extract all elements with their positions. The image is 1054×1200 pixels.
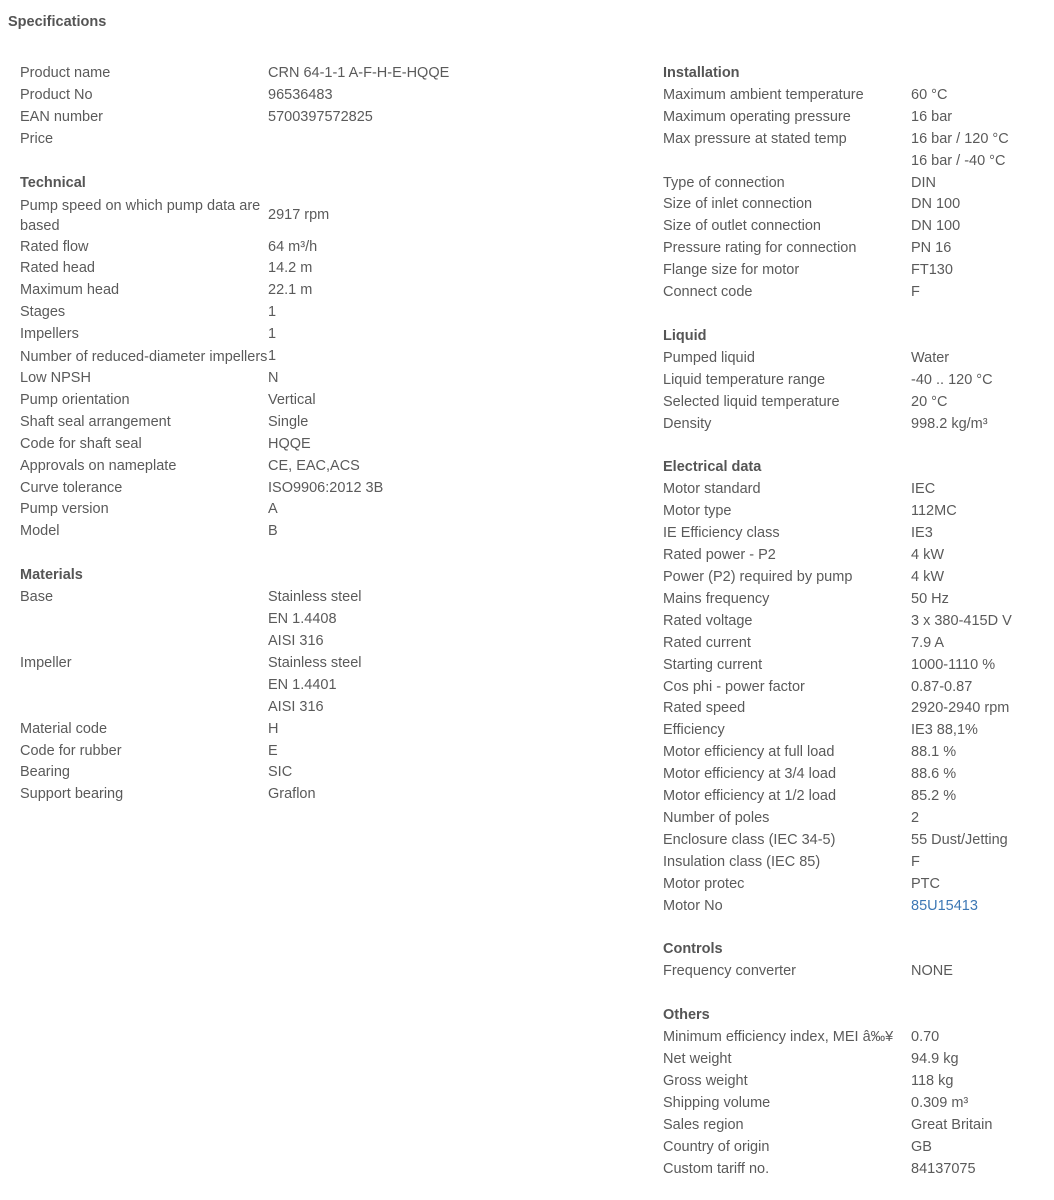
spec-label: Size of inlet connection bbox=[663, 196, 813, 213]
spec-value bbox=[911, 698, 1009, 720]
spec-label: Rated voltage bbox=[663, 612, 753, 629]
spec-value bbox=[911, 545, 944, 567]
spec-value bbox=[911, 764, 956, 786]
spec-value-line: Vertical bbox=[268, 391, 316, 408]
spec-value bbox=[268, 280, 312, 302]
spec-row-cos-phi-power-factor bbox=[663, 677, 1043, 699]
spec-value bbox=[911, 874, 940, 896]
spec-label: Maximum operating pressure bbox=[663, 108, 851, 125]
spec-value bbox=[911, 348, 949, 370]
spec-value-line: 2920-2940 rpm bbox=[911, 700, 1010, 717]
spec-row-power-p2-required-by-pump bbox=[663, 567, 1043, 589]
spec-value bbox=[911, 85, 947, 107]
spec-value-line: 2 bbox=[911, 809, 920, 826]
spec-section-liquid bbox=[663, 326, 1043, 436]
spec-row-enclosure-class-iec-34-5 bbox=[663, 830, 1043, 852]
spec-value-line: EN 1.4401 bbox=[268, 676, 337, 693]
spec-label: Pump version bbox=[20, 501, 109, 518]
spec-row-support-bearing bbox=[20, 784, 620, 806]
spec-row-motor-efficiency-at-3-4-load bbox=[663, 764, 1043, 786]
section-header: Others bbox=[663, 1007, 710, 1024]
specifications-right-column bbox=[663, 63, 1043, 1200]
spec-value-line: 0.87-0.87 bbox=[911, 678, 973, 695]
spec-label: Support bearing bbox=[20, 786, 124, 803]
spec-label: Model bbox=[20, 523, 60, 540]
spec-row-impeller bbox=[20, 653, 620, 719]
spec-row-material-code bbox=[20, 719, 620, 741]
spec-value-line: HQQE bbox=[268, 435, 311, 452]
spec-value-line: 88.6 % bbox=[911, 766, 957, 783]
spec-value bbox=[911, 216, 960, 238]
spec-row-efficiency bbox=[663, 720, 1043, 742]
spec-row-motor-efficiency-at-full-load bbox=[663, 742, 1043, 764]
spec-value-line: IE3 bbox=[911, 525, 933, 542]
spec-label: Impeller bbox=[20, 654, 72, 671]
spec-value bbox=[911, 677, 972, 699]
spec-row-number-of-reduced-diameter-impellers bbox=[20, 346, 620, 368]
spec-value-line bbox=[268, 129, 272, 151]
spec-value-line: IE3 88,1% bbox=[911, 722, 978, 739]
spec-label: Approvals on nameplate bbox=[20, 457, 177, 474]
spec-value-line: 1000-1110 % bbox=[911, 656, 996, 673]
spec-value bbox=[911, 129, 1009, 173]
spec-value bbox=[268, 85, 333, 107]
spec-value bbox=[911, 107, 952, 129]
spec-row-liquid-temperature-range bbox=[663, 370, 1043, 392]
spec-row-rated-power-p2 bbox=[663, 545, 1043, 567]
spec-row-frequency-converter bbox=[663, 961, 1043, 983]
spec-label: Rated current bbox=[663, 634, 751, 651]
spec-label: Enclosure class (IEC 34-5) bbox=[663, 831, 836, 848]
spec-row-price bbox=[20, 129, 620, 151]
spec-value bbox=[268, 63, 449, 85]
spec-label: Product name bbox=[20, 65, 111, 81]
spec-value-line: 16 bar bbox=[911, 108, 953, 125]
spec-value bbox=[268, 762, 292, 784]
spec-row-max-pressure-at-stated-temp bbox=[663, 129, 1043, 173]
spec-label: Country of origin bbox=[663, 1138, 770, 1155]
section-header: Technical bbox=[20, 174, 86, 191]
spec-label: Rated power - P2 bbox=[663, 547, 776, 564]
spec-value bbox=[268, 107, 373, 129]
spec-label: Number of poles bbox=[663, 809, 770, 826]
spec-row-pump-orientation bbox=[20, 390, 620, 412]
spec-label: Insulation class (IEC 85) bbox=[663, 853, 821, 870]
spec-value-line: B bbox=[268, 523, 278, 540]
spec-value bbox=[911, 1137, 932, 1159]
spec-label: Rated speed bbox=[663, 700, 746, 717]
spec-value bbox=[911, 961, 953, 983]
spec-row-maximum-head bbox=[20, 280, 620, 302]
spec-value bbox=[268, 741, 278, 763]
spec-value-line: 16 bar / 120 °C bbox=[911, 130, 1009, 147]
spec-value-line: E bbox=[268, 742, 278, 759]
spec-value-line: AISI 316 bbox=[268, 633, 324, 649]
section-header: Electrical data bbox=[663, 459, 762, 476]
spec-label: Motor efficiency at full load bbox=[663, 744, 835, 761]
spec-value bbox=[268, 302, 276, 324]
spec-label: Code for shaft seal bbox=[20, 435, 142, 452]
spec-value-line: NONE bbox=[911, 963, 953, 980]
spec-label: Low NPSH bbox=[20, 370, 91, 387]
spec-value bbox=[911, 742, 956, 764]
spec-row-base bbox=[20, 587, 620, 653]
spec-value-line: 64 m³/h bbox=[268, 238, 318, 255]
spec-row-code-for-shaft-seal bbox=[20, 434, 620, 456]
spec-row-size-of-outlet-connection bbox=[663, 216, 1043, 238]
spec-value-line: 0.70 bbox=[911, 1029, 940, 1046]
spec-label: Flange size for motor bbox=[663, 262, 800, 279]
spec-value-line: H bbox=[268, 720, 279, 737]
spec-value bbox=[911, 501, 957, 523]
spec-row-density bbox=[663, 414, 1043, 436]
spec-label: Pump orientation bbox=[20, 391, 130, 408]
spec-value-line: Stainless steel bbox=[268, 589, 362, 606]
spec-value-line: -40 .. 120 °C bbox=[911, 371, 993, 388]
spec-value bbox=[268, 456, 360, 478]
spec-row-maximum-ambient-temperature bbox=[663, 85, 1043, 107]
spec-value bbox=[268, 205, 329, 227]
spec-value-line: DN 100 bbox=[911, 196, 961, 213]
spec-label: Base bbox=[20, 589, 54, 606]
spec-label: Motor efficiency at 3/4 load bbox=[663, 766, 837, 783]
spec-value-line: EN 1.4408 bbox=[268, 611, 337, 628]
spec-value-line: 14.2 m bbox=[268, 260, 313, 277]
spec-value-line: 5700397572825 bbox=[268, 108, 373, 125]
spec-value-line: 88.1 % bbox=[911, 744, 957, 761]
spec-row-insulation-class-iec-85 bbox=[663, 852, 1043, 874]
spec-label: Rated head bbox=[20, 260, 95, 277]
spec-label: Starting current bbox=[663, 656, 763, 673]
spec-row-pump-speed-on-which-pump-data-are-based bbox=[20, 195, 620, 237]
spec-row-size-of-inlet-connection bbox=[663, 194, 1043, 216]
spec-value bbox=[268, 499, 278, 521]
spec-value bbox=[911, 173, 936, 195]
spec-label: Pressure rating for connection bbox=[663, 240, 857, 257]
spec-row-motor-no bbox=[663, 896, 1043, 918]
spec-row-rated-speed bbox=[663, 698, 1043, 720]
spec-value-line: Single bbox=[268, 413, 309, 430]
spec-value-line: 112MC bbox=[911, 503, 957, 520]
spec-value bbox=[268, 434, 311, 456]
spec-label: Pumped liquid bbox=[663, 349, 755, 366]
spec-value-line: DN 100 bbox=[911, 218, 961, 235]
spec-section-installation bbox=[663, 63, 1043, 304]
spec-value-line: 55 Dust/Jetting bbox=[911, 831, 1008, 848]
spec-label: Motor protec bbox=[663, 875, 745, 892]
spec-value bbox=[268, 521, 278, 543]
spec-value bbox=[268, 653, 362, 719]
spec-value-line: Water bbox=[911, 349, 950, 366]
spec-value-line: PTC bbox=[911, 875, 940, 892]
spec-value-line: IEC bbox=[911, 481, 936, 498]
spec-value bbox=[268, 346, 276, 368]
spec-label: Impellers bbox=[20, 326, 79, 343]
spec-value-line: 4 kW bbox=[911, 568, 945, 585]
spec-value bbox=[268, 390, 316, 412]
spec-label: Product No bbox=[20, 86, 93, 103]
spec-label: Curve tolerance bbox=[20, 479, 123, 496]
spec-label: Custom tariff no. bbox=[663, 1160, 770, 1177]
spec-value bbox=[268, 478, 383, 500]
spec-label: Stages bbox=[20, 304, 66, 321]
spec-value bbox=[911, 238, 951, 260]
spec-label: Pump speed on which pump data are based bbox=[20, 197, 261, 234]
spec-value bbox=[911, 1027, 939, 1049]
spec-value-line: 4 kW bbox=[911, 547, 945, 564]
spec-row-shipping-volume bbox=[663, 1093, 1043, 1115]
spec-label: Efficiency bbox=[663, 722, 725, 739]
spec-value-line: AISI 316 bbox=[268, 698, 324, 715]
spec-row-rated-head bbox=[20, 258, 620, 280]
specifications-left-column bbox=[20, 63, 620, 828]
spec-row-pump-version bbox=[20, 499, 620, 521]
spec-label: Code for rubber bbox=[20, 742, 122, 759]
spec-value-line: GB bbox=[911, 1138, 932, 1155]
spec-row-curve-tolerance bbox=[20, 478, 620, 500]
spec-value bbox=[268, 719, 278, 741]
spec-row-motor-type bbox=[663, 501, 1043, 523]
spec-value bbox=[268, 412, 308, 434]
spec-label: EAN number bbox=[20, 108, 104, 125]
spec-row-rated-flow bbox=[20, 237, 620, 259]
spec-value bbox=[268, 324, 276, 346]
spec-label: Number of reduced-diameter impellers bbox=[20, 349, 268, 366]
spec-label: Minimum efficiency index, MEI â‰¥ bbox=[663, 1029, 894, 1046]
spec-row-motor-protec bbox=[663, 874, 1043, 896]
spec-label: Density bbox=[663, 415, 712, 432]
spec-row-ie-efficiency-class bbox=[663, 523, 1043, 545]
spec-value-line: N bbox=[268, 370, 279, 387]
spec-section-general bbox=[20, 63, 620, 151]
spec-label: Motor efficiency at 1/2 load bbox=[663, 788, 837, 805]
page-title: Specifications bbox=[8, 14, 107, 30]
spec-value bbox=[911, 370, 993, 392]
spec-value bbox=[911, 830, 1008, 852]
spec-label: Maximum ambient temperature bbox=[663, 86, 864, 103]
spec-row-flange-size-for-motor bbox=[663, 260, 1043, 282]
spec-value-line: 2917 rpm bbox=[268, 206, 330, 223]
spec-label: Price bbox=[20, 130, 54, 147]
spec-label: Shaft seal arrangement bbox=[20, 413, 171, 430]
spec-value bbox=[911, 1115, 992, 1137]
spec-value-line: A bbox=[268, 501, 278, 518]
spec-section-technical bbox=[20, 173, 620, 544]
spec-value-line: 7.9 A bbox=[911, 634, 945, 651]
spec-label: Gross weight bbox=[663, 1072, 748, 1089]
spec-row-model bbox=[20, 521, 620, 543]
section-header: Liquid bbox=[663, 327, 707, 344]
spec-value-line: 96536483 bbox=[268, 86, 333, 103]
spec-value bbox=[911, 589, 949, 611]
spec-label: Connect code bbox=[663, 284, 753, 301]
spec-value-line: 118 kg bbox=[911, 1072, 954, 1089]
spec-value-link[interactable]: 85U15413 bbox=[911, 897, 978, 914]
spec-row-pumped-liquid bbox=[663, 348, 1043, 370]
spec-value-line: 20 °C bbox=[911, 393, 948, 410]
section-header: Controls bbox=[663, 941, 723, 958]
spec-value bbox=[911, 479, 935, 501]
spec-value bbox=[268, 258, 312, 280]
spec-row-ean-number bbox=[20, 107, 620, 129]
spec-section-materials bbox=[20, 565, 620, 806]
spec-value-line: Great Britain bbox=[911, 1116, 993, 1133]
spec-label: Motor No bbox=[663, 897, 723, 914]
spec-row-shaft-seal-arrangement bbox=[20, 412, 620, 434]
spec-value bbox=[911, 194, 960, 216]
spec-row-custom-tariff-no bbox=[663, 1159, 1043, 1181]
spec-label: Type of connection bbox=[663, 174, 785, 191]
spec-value bbox=[911, 1093, 968, 1115]
spec-value-line: 50 Hz bbox=[911, 590, 949, 607]
spec-value-line: 998.2 kg/m³ bbox=[911, 415, 988, 432]
spec-label: Frequency converter bbox=[663, 963, 796, 980]
spec-row-approvals-on-nameplate bbox=[20, 456, 620, 478]
spec-value bbox=[268, 237, 317, 259]
spec-row-product-name bbox=[20, 63, 620, 85]
spec-value-line: 94.9 kg bbox=[911, 1051, 959, 1068]
spec-value-line: Stainless steel bbox=[268, 654, 362, 671]
spec-value bbox=[911, 392, 947, 414]
spec-row-connect-code bbox=[663, 282, 1043, 304]
spec-value bbox=[911, 896, 978, 918]
spec-value bbox=[911, 786, 956, 808]
spec-value-line: 1 bbox=[268, 304, 277, 321]
spec-row-type-of-connection bbox=[663, 173, 1043, 195]
spec-value-line: F bbox=[911, 853, 920, 870]
spec-label: Liquid temperature range bbox=[663, 371, 826, 388]
spec-value bbox=[268, 587, 362, 653]
spec-label: Max pressure at stated temp bbox=[663, 130, 847, 147]
spec-value-line: F bbox=[911, 284, 920, 301]
spec-row-stages bbox=[20, 302, 620, 324]
spec-value-line: FT130 bbox=[911, 262, 953, 279]
spec-label: Mains frequency bbox=[663, 590, 770, 607]
spec-value bbox=[911, 1071, 953, 1093]
spec-label: Shipping volume bbox=[663, 1094, 771, 1111]
spec-value-line: 3 x 380-415D V bbox=[911, 612, 1012, 629]
spec-value-line: PN 16 bbox=[911, 240, 952, 257]
spec-label: Motor standard bbox=[663, 481, 761, 498]
spec-label: Rated flow bbox=[20, 238, 89, 255]
spec-value bbox=[911, 852, 920, 874]
spec-label: Material code bbox=[20, 720, 108, 737]
spec-row-selected-liquid-temperature bbox=[663, 392, 1043, 414]
spec-value bbox=[911, 567, 944, 589]
spec-row-motor-efficiency-at-1-2-load bbox=[663, 786, 1043, 808]
spec-row-motor-standard bbox=[663, 479, 1043, 501]
spec-value-line: 22.1 m bbox=[268, 282, 313, 299]
spec-row-pressure-rating-for-connection bbox=[663, 238, 1043, 260]
spec-value bbox=[911, 808, 919, 830]
spec-row-rated-current bbox=[663, 633, 1043, 655]
spec-label: IE Efficiency class bbox=[663, 525, 780, 542]
spec-row-product-no bbox=[20, 85, 620, 107]
spec-row-low-npsh bbox=[20, 368, 620, 390]
spec-value bbox=[911, 260, 953, 282]
spec-label: Selected liquid temperature bbox=[663, 393, 840, 410]
spec-section-controls bbox=[663, 939, 1043, 983]
spec-row-net-weight bbox=[663, 1049, 1043, 1071]
section-header: Installation bbox=[663, 65, 740, 81]
spec-row-number-of-poles bbox=[663, 808, 1043, 830]
spec-value-line: DIN bbox=[911, 174, 936, 191]
spec-value-line: SIC bbox=[268, 764, 293, 781]
spec-value bbox=[911, 1049, 959, 1071]
spec-value-line: 0.309 m³ bbox=[911, 1094, 969, 1111]
spec-value-line: 60 °C bbox=[911, 86, 948, 103]
spec-label: Maximum head bbox=[20, 282, 120, 299]
spec-value-line: 1 bbox=[268, 348, 277, 365]
spec-value bbox=[911, 611, 1012, 633]
spec-value-line: 1 bbox=[268, 326, 277, 343]
spec-row-country-of-origin bbox=[663, 1137, 1043, 1159]
spec-value-line: 85.2 % bbox=[911, 788, 957, 805]
spec-value bbox=[268, 129, 272, 151]
spec-value bbox=[911, 633, 944, 655]
spec-value-line: 84137075 bbox=[911, 1160, 976, 1177]
spec-row-rated-voltage bbox=[663, 611, 1043, 633]
section-header: Materials bbox=[20, 567, 83, 584]
spec-value-line: ISO9906:2012 3B bbox=[268, 479, 384, 496]
spec-value bbox=[911, 523, 933, 545]
spec-value-line: CRN 64-1-1 A-F-H-E-HQQE bbox=[268, 65, 450, 81]
spec-label: Cos phi - power factor bbox=[663, 678, 805, 695]
spec-row-mains-frequency bbox=[663, 589, 1043, 611]
spec-value bbox=[911, 282, 920, 304]
spec-value-line: CE, EAC,ACS bbox=[268, 457, 360, 474]
spec-row-starting-current bbox=[663, 655, 1043, 677]
spec-value-line: Graflon bbox=[268, 786, 316, 803]
spec-value bbox=[268, 368, 278, 390]
spec-value bbox=[268, 784, 316, 806]
spec-label: Power (P2) required by pump bbox=[663, 568, 853, 585]
spec-row-bearing bbox=[20, 762, 620, 784]
spec-label: Sales region bbox=[663, 1116, 744, 1133]
spec-label: Bearing bbox=[20, 764, 70, 781]
spec-label: Motor type bbox=[663, 503, 732, 520]
spec-value bbox=[911, 720, 978, 742]
spec-value bbox=[911, 1159, 976, 1181]
spec-section-electrical-data bbox=[663, 457, 1043, 917]
spec-row-gross-weight bbox=[663, 1071, 1043, 1093]
spec-label: Net weight bbox=[663, 1051, 732, 1068]
spec-label: Size of outlet connection bbox=[663, 218, 821, 235]
spec-value bbox=[911, 414, 988, 436]
spec-section-others bbox=[663, 1005, 1043, 1180]
spec-row-sales-region bbox=[663, 1115, 1043, 1137]
spec-value bbox=[911, 655, 995, 677]
spec-row-code-for-rubber bbox=[20, 741, 620, 763]
spec-row-maximum-operating-pressure bbox=[663, 107, 1043, 129]
spec-row-minimum-efficiency-index-mei bbox=[663, 1027, 1043, 1049]
spec-value-line: 16 bar / -40 °C bbox=[911, 152, 1006, 169]
spec-row-impellers bbox=[20, 324, 620, 346]
